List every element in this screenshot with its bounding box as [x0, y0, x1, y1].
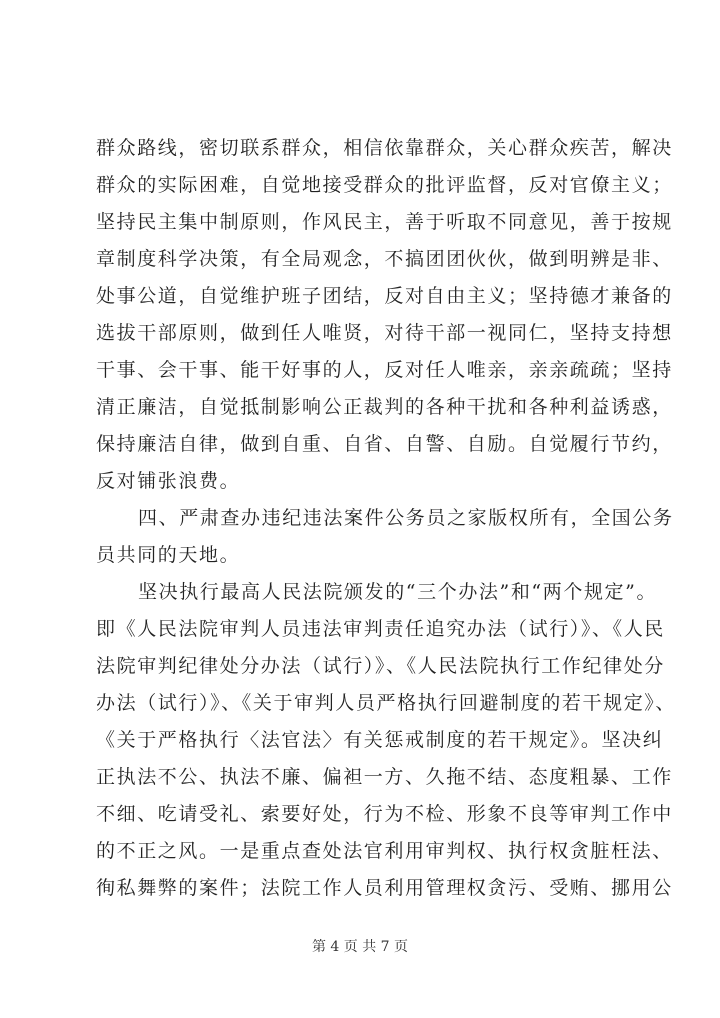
page-number-footer: 第 4 页 共 7 页	[311, 939, 409, 955]
text-line: 员共同的天地。	[96, 544, 241, 566]
text-line: 群众路线，密切联系群众，相信依靠群众，关心群众疾苦，解决	[96, 137, 673, 159]
text-line: 即《人民法院审判人员违法审判责任追究办法（试行）》、《人民	[96, 618, 665, 640]
text-line: 章制度科学决策，有全局观念，不搞团团伙伙，做到明辨是非、	[96, 248, 673, 270]
text-line: 办法（试行）》、《关于审判人员严格执行回避制度的若干规定》、	[96, 692, 677, 714]
text-line: 正执法不公、执法不廉、偏袒一方、久拖不结、态度粗暴、工作	[96, 766, 673, 788]
text-line: 《关于严格执行〈法官法〉有关惩戒制度的若干规定》。坚决纠	[96, 729, 664, 751]
text-line: 保持廉洁自律，做到自重、自省、自警、自励。自觉履行节约，	[96, 433, 673, 455]
text-line: 不细、吃请受礼、索要好处，行为不检、形象不良等审判工作中	[96, 803, 673, 825]
text-line: 坚持民主集中制原则，作风民主，善于听取不同意见，善于按规	[96, 211, 673, 233]
text-line: 群众的实际困难，自觉地接受群众的批评监督，反对官僚主义；	[96, 174, 673, 196]
text-line: 法院审判纪律处分办法（试行）》、《人民法院执行工作纪律处分	[96, 655, 665, 677]
text-line: 处事公道，自觉维护班子团结，反对自由主义；坚持德才兼备的	[96, 285, 673, 307]
text-line: 的不正之风。一是重点查处法官利用审判权、执行权贪脏枉法、	[96, 840, 673, 862]
paragraph-first-line: 坚决执行最高人民法院颁发的“三个办法”和“两个规定”。	[138, 581, 658, 603]
text-line: 干事、会干事、能干好事的人，反对任人唯亲，亲亲疏疏；坚持	[96, 359, 673, 381]
text-line: 选拔干部原则，做到任人唯贤，对待干部一视同仁，坚持支持想	[96, 322, 673, 344]
text-line: 清正廉洁，自觉抵制影响公正裁判的各种干扰和各种利益诱惑，	[96, 396, 673, 418]
section-heading: 四、严肃查办违纪违法案件公务员之家版权所有，全国公务	[138, 507, 674, 529]
text-line: 反对铺张浪费。	[96, 470, 241, 492]
text-line: 徇私舞弊的案件；法院工作人员利用管理权贪污、受贿、挪用公	[96, 877, 673, 899]
